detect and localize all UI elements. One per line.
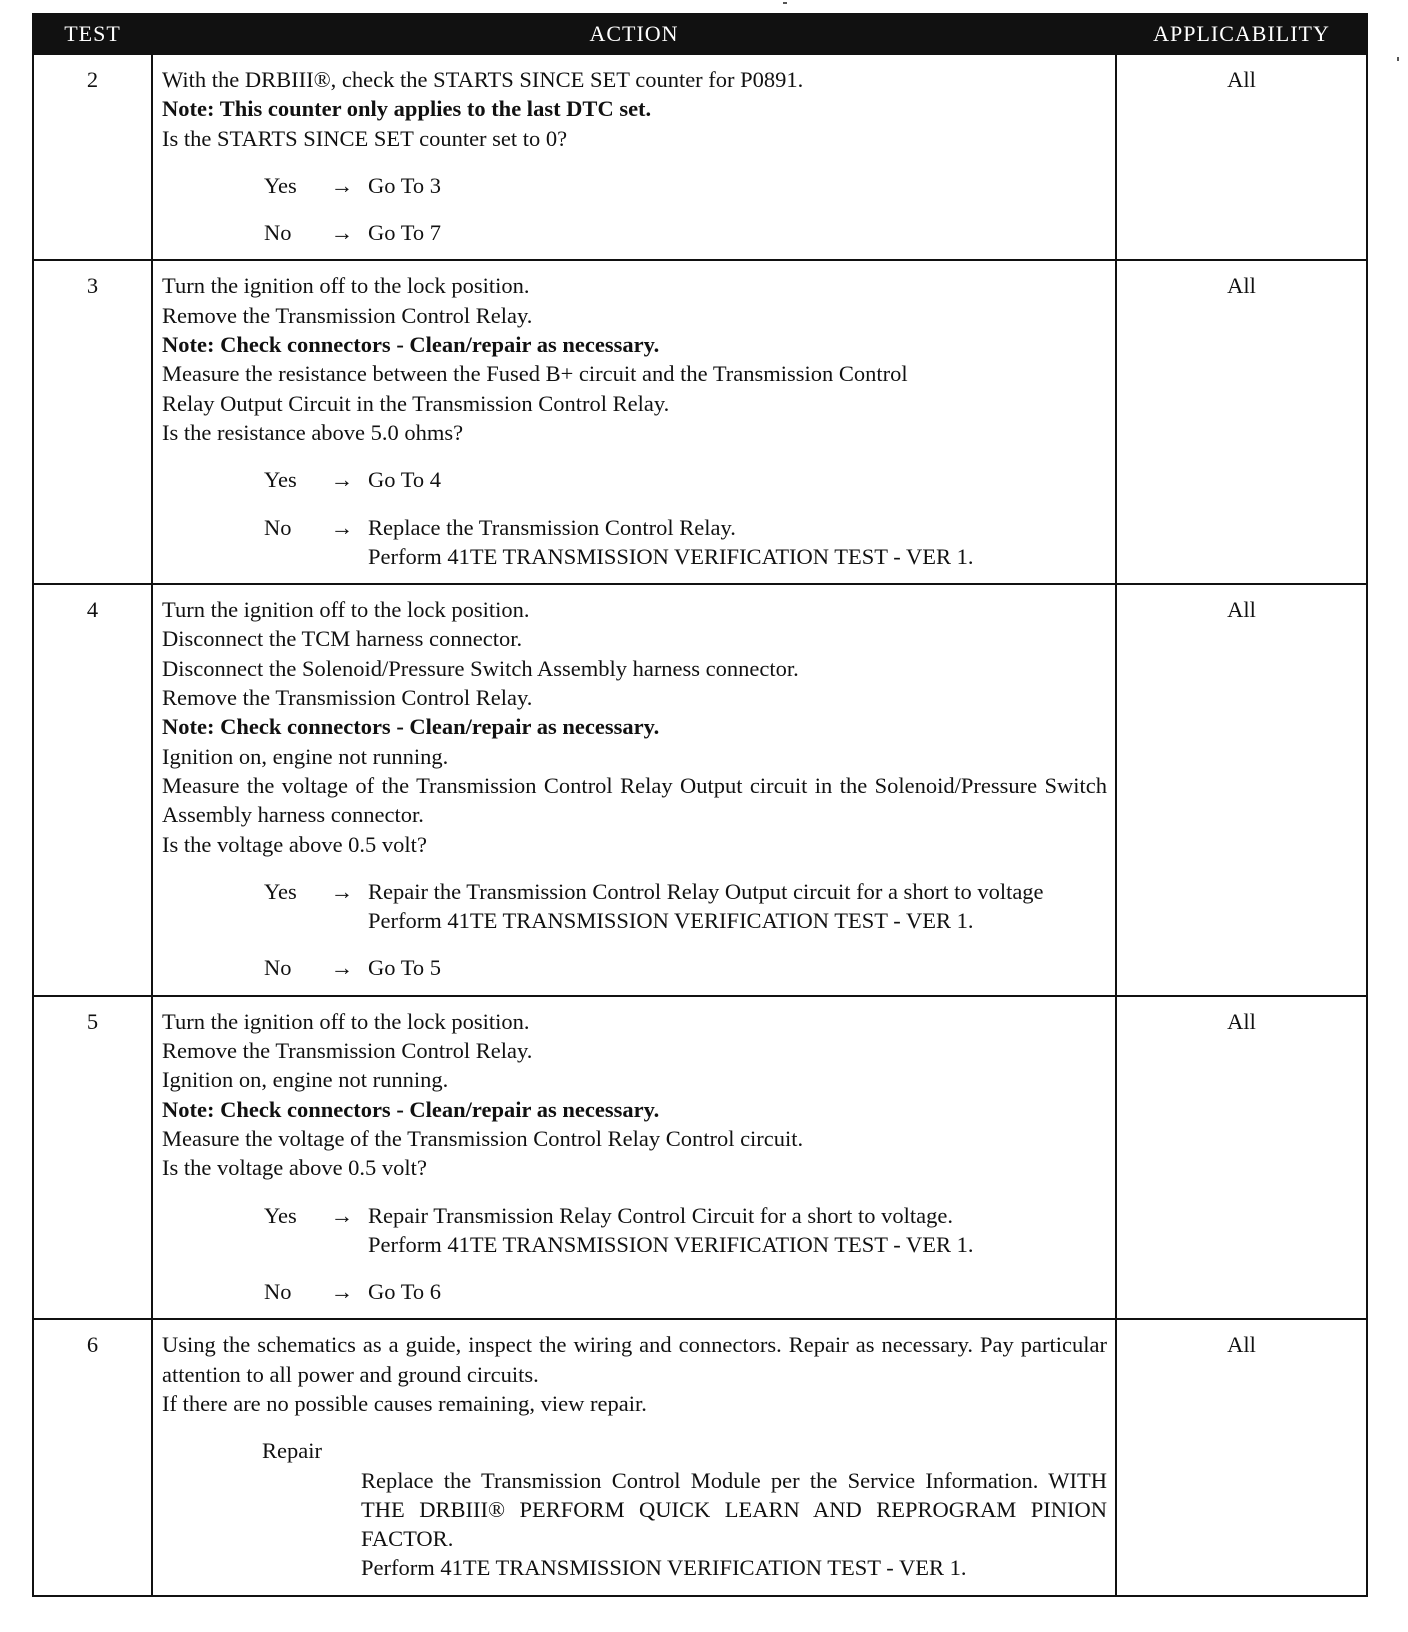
diagnostic-test-table [32,13,1368,1597]
yes-result-line: Repair Transmission Relay Control Circuit for a short to voltage. [368,1202,953,1228]
note-line: Note: This counter only applies to the last DTC set. [162,96,652,122]
no-result-line: Replace the Transmission Control Relay. [368,514,736,540]
test-number: 4 [33,584,152,996]
yes-result [368,465,1107,494]
action-line: Measure the resistance between the Fused B+ circuit and the Transmission Control [162,361,908,387]
spacer [162,447,1107,465]
no-branch [264,1277,1107,1306]
yes-result-line: Perform 41TE TRANSMISSION VERIFICATION TEST - VER 1. [368,1231,974,1257]
spacer [162,1418,1107,1436]
action-line: Measure the voltage of the Transmission Control Relay Output circuit in the Solenoid/Pressure Switch Assembly harness connector. [162,772,1107,828]
action-line: Is the voltage above 0.5 volt? [162,831,427,857]
header-applicability: APPLICABILITY [1116,14,1367,54]
yes-branch [264,877,1107,936]
no-result-line: Go To 7 [368,220,442,246]
spacer [162,935,1107,953]
scan-mark [783,2,787,4]
action-cell [152,584,1116,996]
applicability-value: All [1116,54,1367,260]
arrow-icon: → [330,1202,354,1228]
action-line: Remove the Transmission Control Relay. [162,302,533,328]
no-result-line: Go To 5 [368,955,442,981]
yes-label: Yes [264,878,297,904]
yes-branch [264,465,1107,494]
spacer [162,200,1107,218]
action-line: Disconnect the TCM harness connector. [162,626,523,652]
action-line: Is the STARTS SINCE SET counter set to 0? [162,125,568,151]
no-result [368,218,1107,247]
test-number: 6 [33,1319,152,1595]
test-number: 5 [33,996,152,1320]
test-number: 2 [33,54,152,260]
action-line: Remove the Transmission Control Relay. [162,685,533,711]
action-cell [152,996,1116,1320]
yes-result [368,1201,1107,1260]
yes-result [368,877,1107,936]
yes-label: Yes [264,172,297,198]
arrow-icon: → [330,878,354,904]
action-line: Ignition on, engine not running. [162,743,449,769]
yes-label: Yes [264,1202,297,1228]
spacer [162,495,1107,513]
action-line: Turn the ignition off to the lock position. [162,597,530,623]
repair-text: Replace the Transmission Control Module per the Service Information. WITH THE DRBIII® PERFORM QUICK LEARN AND REPROGRAM PINION FACTOR. [361,1467,1107,1552]
note-line: Note: Check connectors - Clean/repair as necessary. [162,332,660,358]
action-line: Ignition on, engine not running. [162,1067,449,1093]
no-label: No [264,220,292,246]
action-line: Remove the Transmission Control Relay. [162,1038,533,1064]
header-action: ACTION [152,14,1116,54]
yes-label: Yes [264,467,297,493]
table-row [33,54,1367,260]
applicability-value: All [1116,584,1367,996]
action-cell [152,1319,1116,1595]
no-branch [264,218,1107,247]
action-line: Disconnect the Solenoid/Pressure Switch Assembly harness connector. [162,655,799,681]
applicability-value: All [1116,260,1367,584]
action-line: Measure the voltage of the Transmission Control Relay Control circuit. [162,1125,804,1151]
note-line: Note: Check connectors - Clean/repair as necessary. [162,1096,660,1122]
no-label: No [264,1279,292,1305]
action-line: Turn the ignition off to the lock position. [162,273,530,299]
yes-result [368,171,1107,200]
spacer [162,1259,1107,1277]
arrow-icon: → [330,514,354,540]
yes-branch [264,1201,1107,1260]
applicability-value: All [1116,996,1367,1320]
table-row [33,584,1367,996]
no-label: No [264,514,292,540]
repair-label: Repair [262,1438,322,1464]
repair-perform: Perform 41TE TRANSMISSION VERIFICATION TEST - VER 1. [361,1555,967,1581]
applicability-value: All [1116,1319,1367,1595]
arrow-icon: → [330,220,354,246]
action-line: Is the voltage above 0.5 volt? [162,1155,427,1181]
arrow-icon: → [330,467,354,493]
spacer [162,859,1107,877]
no-result-line: Go To 6 [368,1279,442,1305]
spacer [162,1183,1107,1201]
action-line: Using the schematics as a guide, inspect the wiring and connectors. Repair as necessary. Pay particular attention to all power and ground circuits. [162,1332,1107,1387]
no-label: No [264,955,292,981]
action-cell [152,54,1116,260]
action-line: Is the resistance above 5.0 ohms? [162,419,464,445]
note-line: Note: Check connectors - Clean/repair as necessary. [162,714,660,740]
table-row [33,996,1367,1320]
no-branch [264,513,1107,572]
no-result-line: Perform 41TE TRANSMISSION VERIFICATION TEST - VER 1. [368,543,974,569]
table-header-row [33,14,1367,54]
no-result [368,1277,1107,1306]
action-line: With the DRBIII®, check the STARTS SINCE SET counter for P0891. [162,67,804,92]
yes-result-line: Go To 3 [368,172,442,198]
scan-mark [1397,57,1399,61]
arrow-icon: → [330,955,354,981]
action-line: Relay Output Circuit in the Transmission Control Relay. [162,390,670,416]
action-line: Turn the ignition off to the lock position. [162,1008,530,1034]
action-line: If there are no possible causes remaining, view repair. [162,1390,647,1416]
table-row [33,1319,1367,1595]
header-test: TEST [33,14,152,54]
spacer [162,153,1107,171]
arrow-icon: → [330,172,354,198]
action-cell [152,260,1116,584]
yes-result-line: Repair the Transmission Control Relay Output circuit for a short to voltage [368,878,1044,904]
yes-result-line: Go To 4 [368,467,442,493]
yes-result-line: Perform 41TE TRANSMISSION VERIFICATION TEST - VER 1. [368,908,974,934]
yes-branch [264,171,1107,200]
no-result [368,513,1107,572]
no-result [368,953,1107,982]
table-row [33,260,1367,584]
test-number: 3 [33,260,152,584]
no-branch [264,953,1107,982]
arrow-icon: → [330,1279,354,1305]
